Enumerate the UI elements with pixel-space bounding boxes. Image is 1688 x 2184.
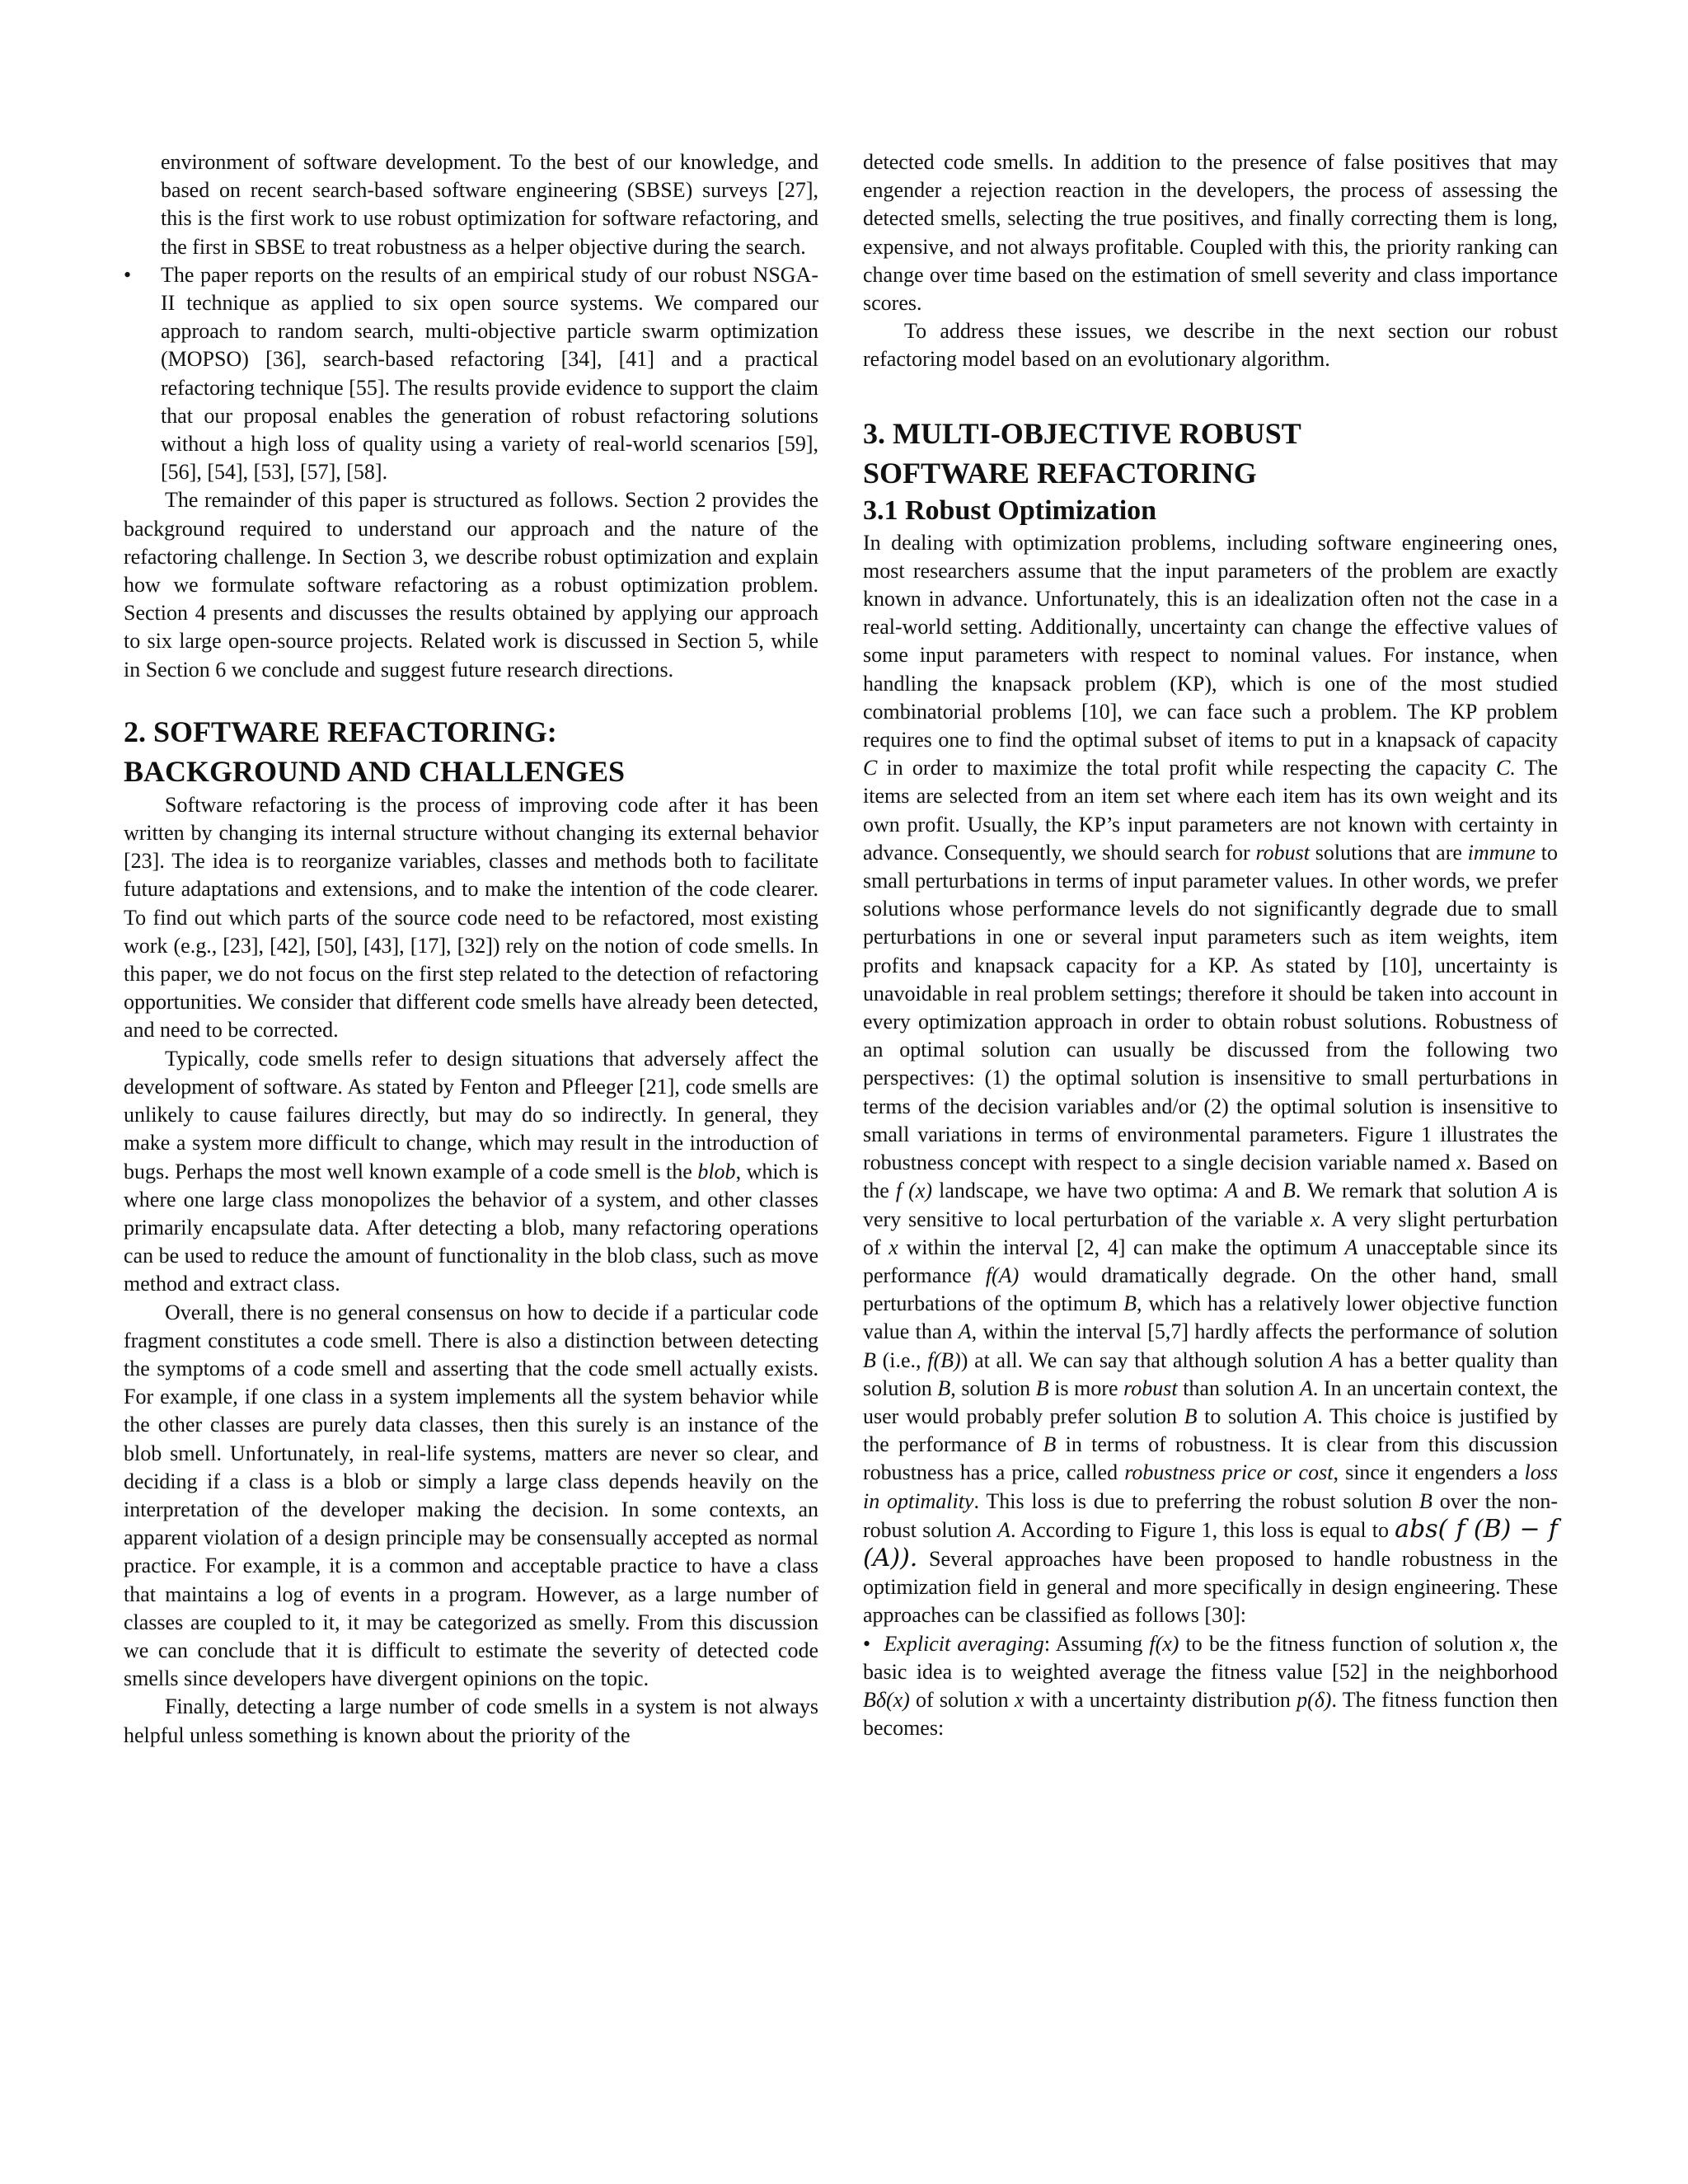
text-run: The items are selected from an item set where each item has its own weight and its own profit. Usually, the KP’s input parameters are not known with certainty in advance. Consequently, we should search for <box>863 756 1558 865</box>
text-run: in terms of robustness. It is clear from this discussion robustness has a price, called <box>863 1432 1558 1485</box>
bullet-dot: • <box>124 262 132 287</box>
var-x: x <box>1310 1207 1320 1231</box>
paragraph-robust-optimization <box>863 529 1558 1630</box>
text-run: than solution <box>1177 1376 1300 1400</box>
text-run: . This loss is due to preferring the robust solution <box>973 1488 1420 1513</box>
text-run: would dramatically degrade. On the other hand, small perturbations of the optimum <box>863 1263 1559 1316</box>
left-column <box>124 148 818 1750</box>
var-C: C <box>863 756 878 780</box>
var-B: B <box>1035 1376 1049 1400</box>
paragraph-refactoring-definition: Software refactoring is the process of improving code after it has been written by changing its internal structure without changing its external behavior [23]. The idea is to reorganize variables, classes and methods both to facilitate future adaptations and extensions, and to make the intention of the code clearer. To find out which parts of the source code need to be refactored, most existing work (e.g., [23], [42], [50], [43], [17], [32]) rely on the notion of code smells. In this paper, we do not focus on the first step related to the detection of refactoring opportunities. We consider that different code smells have already been detected, and need to be corrected. <box>124 792 818 1043</box>
bullet-text: The paper reports on the results of an empirical study of our robust NSGA-II technique as applied to six open source systems. We compared our approach to random search, multi-objective particle swarm optimization (MOPSO) [36], search-based refactoring [34], [41] and a practical refactoring technique [55]. The results provide evidence to support the claim that our proposal enables the generation of robust refactoring solutions without a high loss of quality using a variety of real-world scenarios [59], [56], [54], [53], [57], [58]. <box>161 262 818 485</box>
text-run: within the interval [2, 4] can make the optimum <box>898 1235 1345 1259</box>
var-A: A <box>1523 1179 1537 1203</box>
text-run: to be the fitness function of solution <box>1179 1631 1511 1656</box>
emphasis-robust: robust <box>1255 840 1310 865</box>
var-x: x <box>889 1235 898 1259</box>
text-run: is more <box>1048 1376 1124 1400</box>
text-run: . This choice is justified by the performance of <box>863 1404 1559 1457</box>
section-3-heading <box>863 414 1558 493</box>
text-run: of solution <box>909 1687 1015 1712</box>
var-A: A <box>958 1319 972 1344</box>
emphasis-blob: blob <box>697 1159 736 1183</box>
text-run: to small perturbations in terms of input parameter values. In other words, we prefer solutions whose performance levels do not significantly degrade due to small perturbations in one or several input parameters such as item weights, item profits and knapsack capacity for a KP. As stated by [10], uncertainty is unavoidable in real problem settings; therefore it should be taken into account in every optimization approach in order to obtain robust solutions. Robustness of an optimal solution can usually be discussed from the following two perspectives: (1) the optimal solution is insensitive to small perturbations in terms of the decision variables and/or (2) the optimal solution is insensitive to small variations in terms of environmental parameters. Figure 1 illustrates the robustness concept with respect to a single decision variable named <box>863 840 1558 1175</box>
emphasis-loss-in-optimality: loss in optimality <box>863 1460 1558 1513</box>
var-fA: f(A) <box>985 1263 1020 1287</box>
paragraph-detected-smells: detected code smells. In addition to the presence of false positives that may engender a rejection reaction in the developers, the process of assessing the detected smells, selecting the true positives, and finally correcting them is long, expensive, and not always profitable. Coupled with this, the priority ranking can change over time based on the estimation of smell severity and class importance scores. <box>863 150 1558 316</box>
text-run: . We remark that solution <box>1295 1179 1524 1203</box>
label-explicit-averaging: Explicit averaging <box>884 1631 1044 1656</box>
text-run: landscape, we have two optima: <box>932 1179 1226 1203</box>
var-x: x <box>1014 1687 1025 1712</box>
var-A: A <box>1329 1347 1343 1372</box>
emphasis-immune: immune <box>1467 840 1536 865</box>
text-run: , since it engenders a <box>1333 1460 1525 1485</box>
text-run: , the basic idea is to weighted average the fitness value [52] in the neighborhood <box>863 1631 1558 1684</box>
text-run: : Assuming <box>1043 1631 1150 1656</box>
bullet-explicit-averaging <box>863 1630 1558 1743</box>
var-B: B <box>1419 1488 1432 1513</box>
subsection-3-1-heading: 3.1 Robust Optimization <box>863 494 1157 526</box>
paragraph-code-smells <box>124 1045 818 1299</box>
paragraph-address-issues: To address these issues, we describe in the next section our robust refactoring model based on an evolutionary algorithm. <box>863 319 1558 372</box>
var-p-delta: p(δ) <box>1296 1687 1332 1712</box>
text-run: (i.e., <box>875 1347 928 1372</box>
var-A: A <box>997 1517 1011 1542</box>
formula-loss: abs( f (B) − f (A)). <box>863 1514 1558 1572</box>
var-neighborhood: Bδ(x) <box>863 1687 910 1712</box>
paragraph-remainder: The remainder of this paper is structured as follows. Section 2 provides the background required to understand our approach and the nature of the refactoring challenge. In Section 3, we describe robust optimization and explain how we formulate software refactoring as a robust optimization problem. Section 4 presents and discusses the results obtained by applying our approach to six large open-source projects. Related work is discussed in Section 5, while in Section 6 we conclude and suggest future research directions. <box>124 488 818 682</box>
var-A: A <box>1344 1235 1358 1259</box>
var-fx: f (x) <box>895 1179 933 1203</box>
var-C: C. <box>1496 756 1516 780</box>
contribution-bullet <box>124 261 818 487</box>
text-run: . According to Figure 1, this loss is equal to <box>1010 1517 1395 1542</box>
text-run: . Based on the <box>863 1151 1558 1203</box>
text-run: ) at all. We can say that although solution <box>960 1347 1330 1372</box>
paragraph-priority: Finally, detecting a large number of code smells in a system is not always helpful unless something is known about the priority of the <box>124 1694 818 1747</box>
var-fx: f(x) <box>1149 1631 1179 1656</box>
paragraph-consensus: Overall, there is no general consensus on how to decide if a particular code fragment constitutes a code smell. There is also a distinction between detecting the symptoms of a code smell and asserting that the code smell actually exists. For example, if one class in a system implements all the system behavior while the other classes are purely data classes, then this surely is an instance of the blob smell. Unfortunately, in real-life systems, matters are never so clear, and deciding if a class is a blob or simply a large class depends heavily on the interpretation of the developer making the decision. In some contexts, an apparent violation of a design principle may be consensually accepted as normal practice. For example, it is a common and acceptable practice to have a class that maintains a log of events in a program. However, as a large number of classes are coupled to it, it may be categorized as smelly. From this discussion we can conclude that it is difficult to estimate the severity of detected code smells since developers have divergent opinions on the topic. <box>124 1300 818 1691</box>
section-3-title-line1: 3. MULTI-OBJECTIVE ROBUST <box>863 416 1301 450</box>
right-column <box>863 148 1558 1742</box>
text-run: In dealing with optimization problems, including software engineering ones, most researchers assume that the input parameters of the problem are exactly known in advance. Unfortunately, this is an idealization often not the case in a real-world setting. Additionally, uncertainty can change the effective values of some input parameters with respect to nominal values. For instance, when handling the knapsack problem (KP), which is one of the most studied combinatorial problems [10], we can face such a problem. The KP problem requires one to find the optimal subset of items to put in a knapsack of capacity <box>863 530 1558 752</box>
var-B: B <box>1184 1404 1198 1428</box>
text-run: is very sensitive to local perturbation of the variable <box>863 1179 1559 1231</box>
section-2-title-line2: BACKGROUND AND CHALLENGES <box>124 754 626 788</box>
text-run: and <box>1238 1179 1282 1203</box>
var-x: x <box>1510 1631 1520 1656</box>
text-run: to solution <box>1197 1404 1305 1428</box>
text-run: . In an uncertain context, the user would probably prefer solution <box>863 1376 1558 1428</box>
var-B: B <box>1123 1291 1137 1316</box>
bullet-dot: • <box>863 1631 871 1656</box>
section-2-heading <box>124 712 818 791</box>
var-B: B <box>1043 1432 1057 1457</box>
var-A: A <box>1225 1179 1239 1203</box>
var-fB: f(B) <box>927 1347 961 1372</box>
text-run: has a better quality than solution <box>863 1347 1559 1400</box>
text-run: Typically, code smells refer to design situations that adversely affect the development of software. As stated by Fenton and Pfleeger [21], code smells are unlikely to cause failures directly, but may do so indirectly. In general, they make a system more difficult to change, which may result in the introduction of bugs. Perhaps the most well known example of a code smell is the <box>124 1046 818 1183</box>
text-run: . The fitness function then becomes: <box>863 1687 1559 1741</box>
section-2-title-line1: 2. SOFTWARE REFACTORING: <box>124 715 557 748</box>
text-run: , within the interval [5,7] hardly affects the performance of solution <box>971 1319 1558 1344</box>
intro-continuation: environment of software development. To the best of our knowledge, and based on recent search-based software engineering (SBSE) surveys [27], this is the first work to use robust optimization for software refactoring, and the first in SBSE to treat robustness as a helper objective during the search. <box>161 150 818 259</box>
emphasis-robust: robust <box>1123 1376 1178 1400</box>
section-3-title-line2: SOFTWARE REFACTORING <box>863 456 1257 490</box>
text-run: , solution <box>950 1376 1036 1400</box>
text-run: unacceptable since its performance <box>863 1235 1558 1287</box>
text-run: in order to maximize the total profit while respecting the capacity <box>877 756 1497 780</box>
text-run: solutions that are <box>1309 840 1468 865</box>
text-run: , which has a relatively lower objective function value than <box>863 1291 1558 1344</box>
text-run: with a uncertainty distribution <box>1024 1687 1297 1712</box>
var-A: A <box>1299 1376 1313 1400</box>
var-B: B <box>937 1376 951 1400</box>
text-run: over the non-robust solution <box>863 1488 1558 1542</box>
text-run: . A very slight perturbation of <box>863 1207 1559 1259</box>
var-B: B <box>1282 1179 1296 1203</box>
var-x: x <box>1456 1151 1466 1175</box>
var-A: A <box>1304 1404 1318 1428</box>
text-run: Several approaches have been proposed to handle robustness in the optimization field in general and more specifically in design engineering. These approaches can be classified as follows [30]: <box>863 1546 1558 1628</box>
var-B: B <box>863 1347 876 1372</box>
emphasis-robustness-price: robustness price or cost <box>1124 1460 1334 1485</box>
text-run: , which is where one large class monopolizes the behavior of a system, and other classes primarily encapsulate data. After detecting a blob, many refactoring operations can be used to reduce the amount of functionality in the blob class, such as move method and extract class. <box>124 1159 818 1296</box>
